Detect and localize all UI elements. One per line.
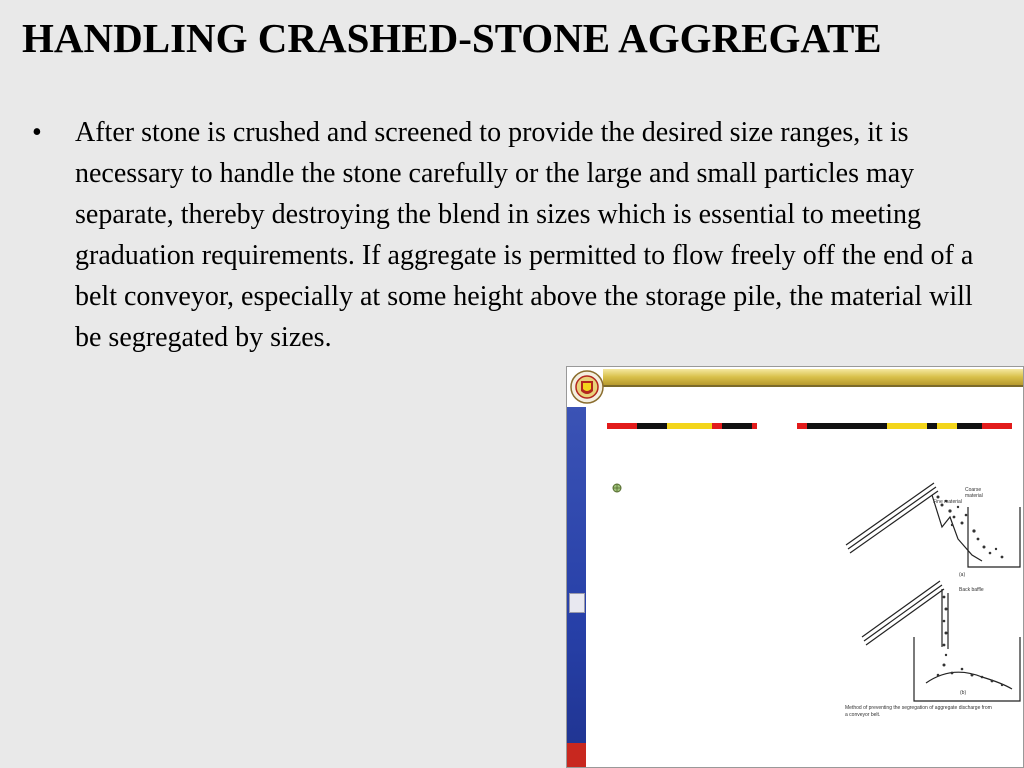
figure-caption: Method of preventing the segregation of aggregate discharge from a conveyor belt.: [845, 705, 992, 718]
bullet-text: After stone is crushed and screened to provide the desired size ranges, it is necessary to handle the stone carefully or the large and small particles may separate, thereby destroying the blend in sizes which is essential to meeting graduation requirements. If aggregate is permitted to flow freely off the end of a belt conveyor, especially at some height above the storage pile, the material will be segregated by sizes.: [75, 117, 974, 353]
embedded-figure: [566, 366, 1024, 768]
figure-sidebar: [567, 407, 586, 768]
figure-color-stripe: [607, 423, 1012, 429]
conveyor-drawing: [842, 477, 1022, 717]
slide-title: HANDLING CRASHED-STONE AGGREGATE: [22, 15, 882, 61]
figure-sidebar-tab: [569, 593, 585, 613]
seal-icon: [569, 367, 605, 407]
figure-label-a: (a): [959, 572, 966, 578]
figure-label-b: (b): [960, 690, 967, 696]
figure-sidebar-bottom: [567, 743, 586, 768]
bullet-list: [30, 112, 990, 358]
figure-label-coarse: Coarse material: [965, 487, 983, 499]
bullet-item: [30, 112, 990, 358]
figure-top-bar: [603, 369, 1023, 387]
bullet-dot: •: [32, 117, 42, 148]
figure-label-fine: Fine material: [933, 499, 962, 505]
figure-label-baffle: Back baffle: [959, 587, 984, 593]
figure-bullet-icon: [612, 483, 622, 493]
